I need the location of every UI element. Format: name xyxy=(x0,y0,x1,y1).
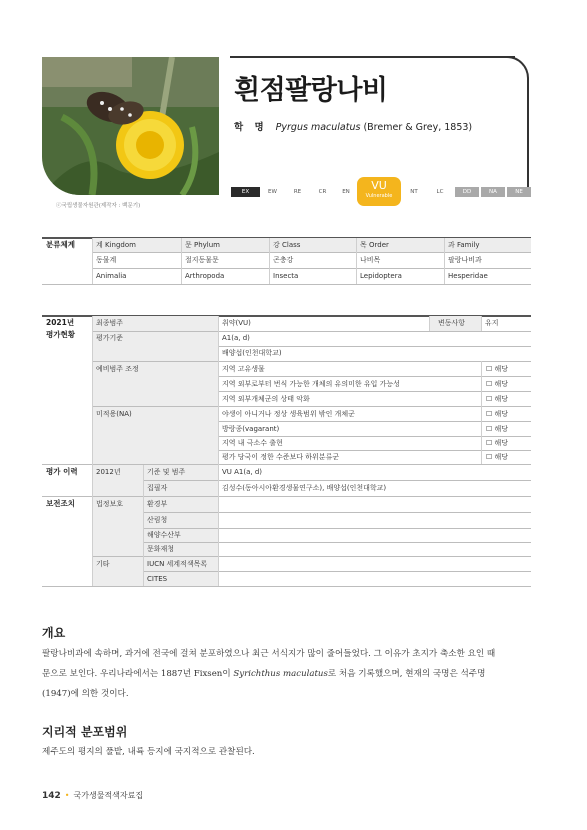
status-na: NA xyxy=(481,187,505,197)
na-checkbox[interactable]: ☐ 해당 xyxy=(486,425,509,433)
taxonomy-col-line xyxy=(269,238,270,284)
status-cr: CR xyxy=(310,187,335,197)
prelim-item: 지역 고유생물 xyxy=(222,365,265,373)
header-frame-top xyxy=(230,56,515,58)
overview-sci-name: Syrichthus maculatus xyxy=(233,669,328,679)
status-en: EN xyxy=(335,187,357,197)
na-checkbox[interactable]: ☐ 해당 xyxy=(486,453,509,461)
status-vu-code: VU xyxy=(371,179,387,192)
species-photo xyxy=(42,57,219,195)
legal-label: 법정보호 xyxy=(96,500,124,508)
assessment-bottom-rule xyxy=(42,586,531,587)
taxonomy-rule xyxy=(92,268,531,269)
history-label: 평가 이력 xyxy=(46,467,78,476)
prelim-checkbox[interactable]: ☐ 해당 xyxy=(486,365,509,373)
prelim-checkbox[interactable]: ☐ 해당 xyxy=(486,380,509,388)
row-rule xyxy=(218,346,531,347)
na-item: 평가 당국이 정한 수준보다 하위분류군 xyxy=(222,453,340,461)
taxonomy-rule xyxy=(92,252,531,253)
distribution-text: 제주도의 평지의 풀밭, 내륙 등지에 국지적으로 관찰된다. xyxy=(42,747,255,757)
taxonomy-bottom-rule xyxy=(42,284,531,285)
class-la: Insecta xyxy=(273,272,299,280)
section-rule xyxy=(42,464,531,465)
legal-item: 해양수산부 xyxy=(147,531,181,539)
row-rule xyxy=(218,421,531,422)
status-ex: EX xyxy=(231,187,260,197)
overview-heading: 개요 xyxy=(42,626,66,640)
taxonomy-col-line xyxy=(92,238,93,284)
legal-item: 환경부 xyxy=(147,500,168,508)
history-author-label: 집필자 xyxy=(147,484,168,492)
row-rule xyxy=(143,528,531,529)
section-rule xyxy=(42,496,531,497)
row-rule xyxy=(92,556,531,557)
col-line xyxy=(429,316,430,331)
sci-name-label: 학 명 xyxy=(234,122,268,133)
taxonomy-col-line xyxy=(356,238,357,284)
sci-authority: (Bremer & Grey, 1853) xyxy=(360,122,473,133)
taxonomy-label: 분류체계 xyxy=(46,240,75,249)
page-footer xyxy=(42,790,143,801)
rank-kingdom: 계 Kingdom xyxy=(96,241,136,249)
kingdom-ko: 동물계 xyxy=(96,256,117,264)
legal-item: 산림청 xyxy=(147,516,168,524)
criteria-value: A1(a, d) xyxy=(222,334,250,342)
status-re: RE xyxy=(285,187,310,197)
status-ne: NE xyxy=(507,187,531,197)
row-rule xyxy=(143,512,531,513)
status-selected-vu xyxy=(357,177,401,206)
na-checkbox[interactable]: ☐ 해당 xyxy=(486,410,509,418)
other-item: IUCN 세계적색목록 xyxy=(147,560,208,568)
row-rule xyxy=(218,436,531,437)
protection-label: 보전조치 xyxy=(46,499,75,508)
col-line xyxy=(92,316,93,586)
taxonomy-col-line xyxy=(181,238,182,284)
row-rule xyxy=(143,480,531,481)
prelim-checkbox[interactable]: ☐ 해당 xyxy=(486,395,509,403)
order-la: Lepidoptera xyxy=(360,272,402,280)
criteria-author: 배양섭(인천대학교) xyxy=(222,349,282,357)
history-year: 2012년 xyxy=(96,468,121,476)
other-label: 기타 xyxy=(96,560,110,568)
row-rule xyxy=(92,361,531,362)
prelim-label: 예비범주 조정 xyxy=(96,365,139,373)
col-line xyxy=(218,316,219,586)
family-ko: 팔랑나비과 xyxy=(448,256,482,264)
header-frame-right xyxy=(527,78,529,195)
status-dd: DD xyxy=(455,187,479,197)
row-rule xyxy=(92,406,531,407)
header-frame-corner xyxy=(505,56,529,80)
assessment-year: 2021년 xyxy=(46,318,75,327)
na-checkbox[interactable]: ☐ 해당 xyxy=(486,439,509,447)
phylum-la: Arthropoda xyxy=(185,272,225,280)
phylum-ko: 절지동물문 xyxy=(185,256,219,264)
overview-line: 팔랑나비과에 속하며, 과거에 전국에 걸쳐 분포하였으나 최근 서식지가 많이 줄어들었다. 그 이유가 초지가 축소한 요인 때 xyxy=(42,649,496,659)
class-ko: 곤충강 xyxy=(273,256,294,264)
status-ew: EW xyxy=(260,187,285,197)
row-rule xyxy=(218,376,531,377)
overview-line: (1947)에 의한 것이다. xyxy=(42,689,129,699)
legal-item: 문화재청 xyxy=(147,545,175,553)
col-line xyxy=(481,316,482,331)
overview-text xyxy=(42,644,524,704)
row-rule xyxy=(92,331,531,332)
rank-phylum: 문 Phylum xyxy=(185,241,220,249)
species-title: 흰점팔랑나비 xyxy=(234,75,388,106)
other-item: CITES xyxy=(147,575,168,583)
order-ko: 나비목 xyxy=(360,256,381,264)
rank-order: 목 Order xyxy=(360,241,389,249)
scientific-name-row xyxy=(234,119,472,133)
kingdom-la: Animalia xyxy=(96,272,127,280)
rank-family: 과 Family xyxy=(448,241,480,249)
distribution-heading: 지리적 분포범위 xyxy=(42,725,128,739)
na-item: 야생이 아니거나 정상 생육범위 밖인 개체군 xyxy=(222,410,355,418)
prelim-item: 지역 외부개체군의 상태 악화 xyxy=(222,395,310,403)
rank-class: 강 Class xyxy=(273,241,301,249)
row-rule xyxy=(143,571,531,572)
na-item: 지역 내 극소수 출현 xyxy=(222,439,283,447)
row-rule xyxy=(218,391,531,392)
row-rule xyxy=(143,542,531,543)
taxonomy-col-line xyxy=(444,238,445,284)
history-author-value: 김성수(동아시아환경생물연구소), 배양섭(인천대학교) xyxy=(222,484,387,492)
sci-name: Pyrgus maculatus xyxy=(275,122,361,133)
row-rule xyxy=(218,450,531,451)
col-line xyxy=(143,465,144,586)
family-la: Hesperidae xyxy=(448,272,488,280)
final-category-label: 최종범주 xyxy=(96,319,124,327)
na-label: 미적용(NA) xyxy=(96,410,132,418)
overview-line: 문으로 보인다. 우리나라에서는 1887년 Fixsen이 Syrichthus maculatus로 처음 기록했으며, 현재의 국명은 석주명 xyxy=(42,669,486,679)
prelim-item: 지역 외부로부터 번식 가능한 개체의 유의미한 유입 가능성 xyxy=(222,380,400,388)
history-criteria-label: 기준 및 범주 xyxy=(147,468,186,476)
change-label: 변동사항 xyxy=(438,319,466,327)
photo-credit: ⓒ국립생물자원관(제작자 : 백문기) xyxy=(56,203,141,209)
change-value: 유지 xyxy=(485,319,499,327)
page-number: 142 xyxy=(42,791,61,801)
col-line xyxy=(481,361,482,464)
footer-dot-icon: • xyxy=(64,791,70,800)
history-criteria-value: VU A1(a, d) xyxy=(222,468,263,476)
status-vu-sub: Vulnerable xyxy=(365,193,393,199)
na-item: 방랑종(vagarant) xyxy=(222,425,280,433)
assessment-name: 평가현황 xyxy=(46,330,75,339)
status-lc: LC xyxy=(427,187,453,197)
final-category-value: 취약(VU) xyxy=(222,319,251,327)
book-title: 국가생물적색자료집 xyxy=(73,791,144,800)
criteria-label: 평가기준 xyxy=(96,334,124,342)
status-nt: NT xyxy=(401,187,427,197)
